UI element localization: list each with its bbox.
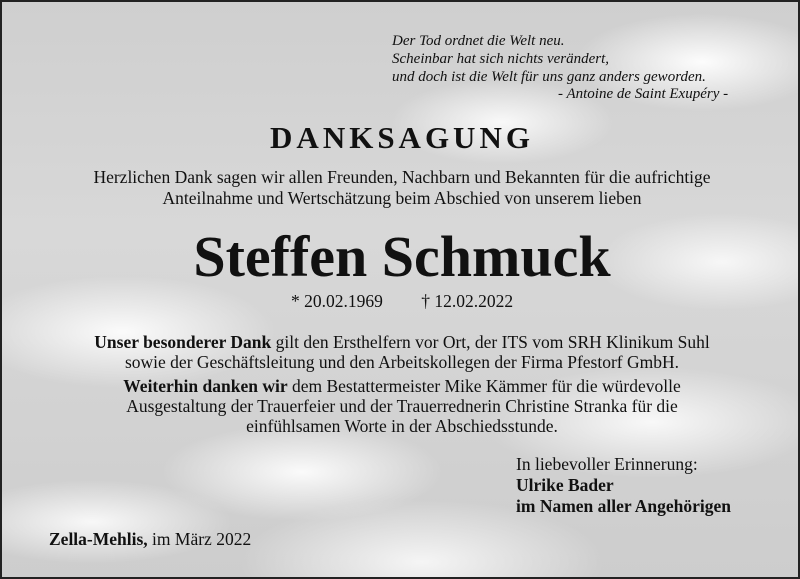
place-date (49, 529, 251, 550)
signature-block (516, 454, 731, 517)
signature-on-behalf (516, 496, 731, 517)
paragraph-line: sowie der Geschäftsleitung und den Arbeitskollegen der Firma Pfestorf GmbH. (124, 352, 680, 372)
heading: DANKSAGUNG (270, 120, 534, 155)
deceased-name: Steffen Schmuck (193, 224, 611, 289)
quote (392, 32, 706, 86)
quote-line: Scheinbar hat sich nichts verändert, (392, 51, 610, 67)
death-date: † 12.02.2022 (421, 291, 514, 311)
signature-intro: In liebevoller Erinnerung: (516, 454, 698, 474)
signature-on-behalf-text: im Namen aller Angehörigen (516, 496, 732, 516)
thanks-paragraph-2 (2, 376, 800, 436)
intro-text (2, 167, 800, 209)
signature-name-text: Ulrike Bader (516, 475, 614, 495)
life-dates (2, 291, 800, 312)
intro-line: Anteilnahme und Wertschätzung beim Abschied von unserem lieben (162, 188, 642, 208)
emphasis: Unser besonderer Dank (94, 332, 272, 352)
signature-name (516, 475, 731, 496)
place-city: Zella-Mehlis, (49, 529, 148, 549)
emphasis: Weiterhin danken wir (123, 376, 288, 396)
intro-line: Herzlichen Dank sagen wir allen Freunden, Nachbarn und Bekannten für die aufrichtige (93, 167, 711, 187)
quote-line: Der Tod ordnet die Welt neu. (392, 33, 565, 49)
place-date-text: im März 2022 (147, 529, 252, 549)
birth-date: * 20.02.1969 (290, 291, 383, 311)
paragraph-text: gilt den Ersthelfern vor Ort, der ITS vom SRH Klinikum Suhl (271, 332, 710, 352)
thanks-paragraph-1 (2, 332, 800, 372)
quote-line: und doch ist die Welt für uns ganz anders geworden. (392, 69, 706, 85)
paragraph-line: einfühlsamen Worte in der Abschiedsstunde. (246, 416, 558, 436)
quote-author: - Antoine de Saint Exupéry - (558, 86, 729, 102)
paragraph-text: dem Bestattermeister Mike Kämmer für die würdevolle (287, 376, 681, 396)
paragraph-line (2, 332, 800, 352)
paragraph-line: Ausgestaltung der Trauerfeier und der Trauerrednerin Christine Stranka für die (126, 396, 678, 416)
paragraph-line (2, 376, 800, 396)
